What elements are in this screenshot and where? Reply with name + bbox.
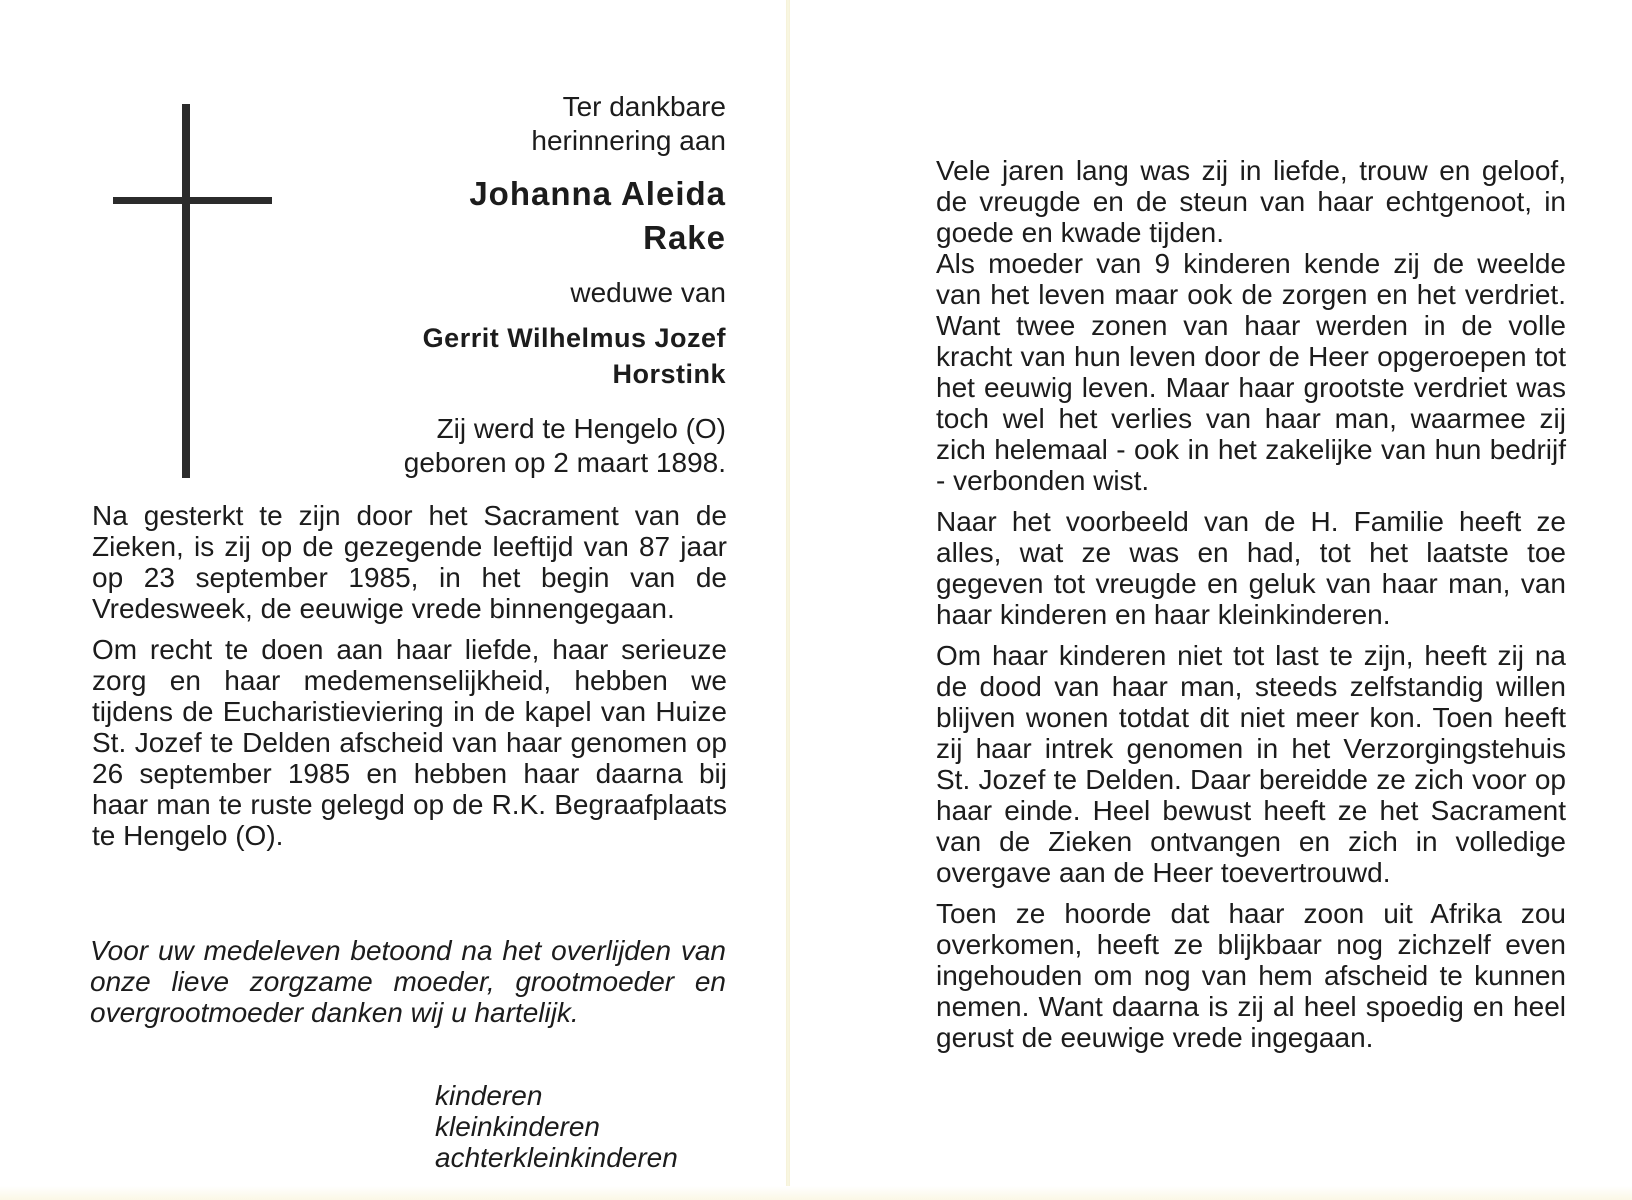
page-edge bbox=[0, 1186, 1632, 1200]
spouse-name: Gerrit Wilhelmus Jozef Horstink bbox=[422, 323, 726, 389]
paragraph: Vele jaren lang was zij in liefde, trouw en geloof, de vreugde en de steun van haar echtgenoot, in goede en kwade tijden. bbox=[936, 155, 1566, 248]
obituary-text bbox=[92, 500, 727, 861]
paragraph: Als moeder van 9 kinderen kende zij de weelde van het leven maar ook de zorgen en het verdriet. Want twee zonen van haar werden in de volle kracht van hun leven door de Heer opgeroepen tot het eeuwig leven. Maar haar grootste verdriet was toch wel het verlies van haar man, waarmee zij zich helemaal - ook in het zakelijke van hun bedrijf - verbonden wist. bbox=[936, 248, 1566, 496]
paragraph: Toen ze hoorde dat haar zoon uit Afrika zou overkomen, heeft ze blijkbaar nog zichzelf even ingehouden om nog van hem afscheid te kunnen nemen. Want daarna is zij al heel spoedig en heel gerust de eeuwige vrede ingegaan. bbox=[936, 898, 1566, 1053]
paragraph: Om haar kinderen niet tot last te zijn, heeft zij na de dood van haar man, steeds zelfstandig willen blijven wonen totdat dit niet meer kon. Toen heeft zij haar intrek genomen in het Verzorgingstehuis St. Jozef te Delden. Daar bereidde ze zich voor op haar einde. Heel bewust heeft ze het Sacrament van de Zieken ontvangen en zich in volledige overgave aan de Heer toevertrouwd. bbox=[936, 640, 1566, 888]
cross-icon-bar bbox=[113, 197, 272, 204]
paragraph: Na gesterkt te zijn door het Sacrament van de Zieken, is zij op de gezegende leeftijd van 87 jaar op 23 september 1985, in het begin van de Vredesweek, de eeuwige vrede binnengegaan. bbox=[92, 500, 727, 624]
cross-icon bbox=[182, 104, 190, 478]
intro-text: Ter dankbare herinnering aan bbox=[531, 91, 726, 156]
reflection-text bbox=[936, 155, 1566, 1063]
deceased-name: Johanna Aleida Rake bbox=[469, 175, 726, 256]
relation-text: weduwe van bbox=[570, 277, 726, 308]
paragraph: Om recht te doen aan haar liefde, haar serieuze zorg en haar medemenselijkheid, hebben we tijdens de Eucharistieviering in de kapel van Huize St. Jozef te Delden afscheid van haar genomen op 26 september 1985 en hebben haar daarna bij haar man te ruste gelegd op de R.K. Begraafplaats te Hengelo (O). bbox=[92, 634, 727, 851]
birth-info: Zij werd te Hengelo (O) geboren op 2 maart 1898. bbox=[403, 413, 726, 478]
paragraph: Naar het voorbeeld van de H. Familie heeft ze alles, wat ze was en had, tot het laatste toe gegeven tot vreugde en geluk van haar man, van haar kinderen en haar kleinkinderen. bbox=[936, 506, 1566, 630]
signature: kinderen kleinkinderen achterkleinkinderen bbox=[435, 1080, 678, 1173]
thanks-text: Voor uw medeleven betoond na het overlijden van onze lieve zorgzame moeder, grootmoeder en overgrootmoeder danken wij u hartelijk. bbox=[90, 935, 726, 1028]
left-page bbox=[0, 0, 786, 1200]
